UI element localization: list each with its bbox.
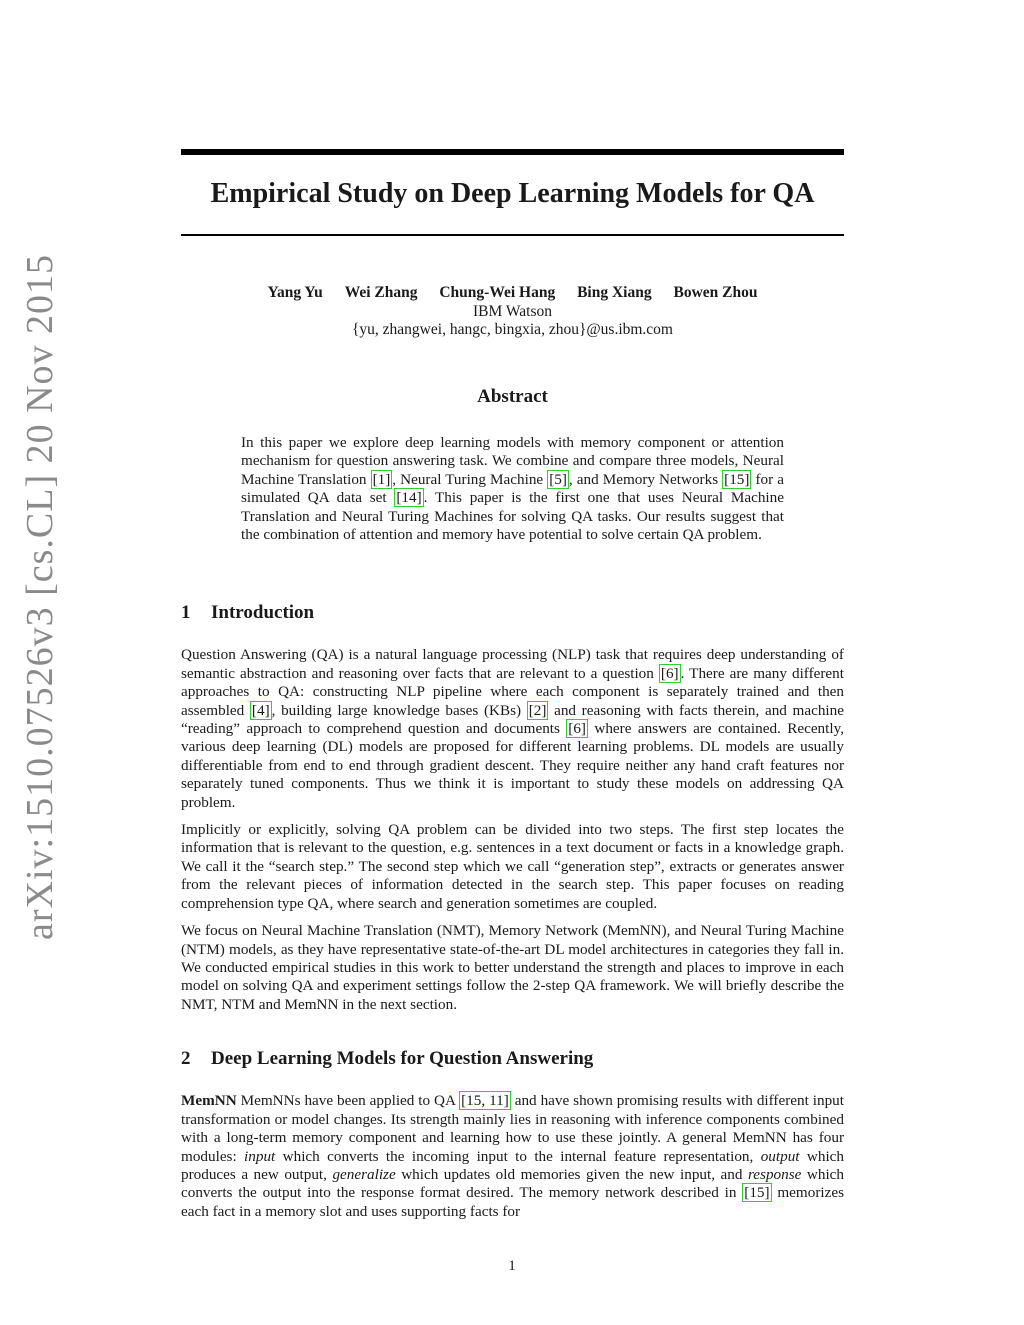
citation-link[interactable]: [15]	[744, 1184, 770, 1202]
page-number: 1	[508, 1258, 516, 1274]
title-bottom-rule	[181, 234, 844, 236]
citation-link[interactable]: [6]	[568, 720, 586, 738]
paragraph: We focus on Neural Machine Translation (NMT), Memory Network (MemNN), and Neural Turing Machine (NTM) models, as they have representative state-of-the-art DL model architectures in categories they fall in. We conducted empirical studies in this work to better understand the strength and places to improve in each model on solving QA and experiment settings follow the 2-step QA framework. We will briefly describe the NMT, NTM and MemNN in the next section.	[181, 922, 844, 1013]
abstract-text: In this paper we explore deep learning models with memory component or attention mechanism for question answering task. We combine and compare three models, Neural Machine Translation [1] , Neural Turing Machine [5] , and Memory Networks [15] for a simulated QA data set [14] . This paper is the first one that uses Neural Machine Translation and Neural Turing Machines for solving QA tasks. Our results suggest that the combination of attention and memory have potential to solve certain QA problem.	[241, 434, 784, 544]
abstract-heading: Abstract	[477, 386, 548, 407]
citation-link[interactable]: [5]	[549, 470, 567, 488]
section-heading: 2 Deep Learning Models for Question Answering	[181, 1048, 594, 1069]
author-name: Chung-Wei Hang	[439, 284, 556, 301]
section-deep-learning-models	[181, 1050, 844, 1230]
author-name: Bing Xiang	[577, 284, 652, 301]
paper-title: Empirical Study on Deep Learning Models for QA	[210, 178, 815, 209]
author-affiliation: IBM Watson	[473, 302, 552, 320]
citation-link[interactable]: [4]	[251, 701, 270, 719]
author-name: Wei Zhang	[344, 284, 418, 301]
paragraph: Implicitly or explicitly, solving QA problem can be divided into two steps. The first step locates the information that is relevant to the question, e.g. sentences in a text document or facts in a knowledge graph. We call it the “search step.” The second step which we call “generation step”, extracts or generates answer from the relevant pieces of information detected in the search step. This paper focuses on reading comprehension type QA, where search and generation sometimes are coupled.	[181, 821, 844, 912]
citation-link[interactable]: [6]	[660, 664, 679, 682]
section-heading: 1 Introduction	[181, 602, 315, 623]
citation-link[interactable]: [1]	[372, 470, 391, 488]
section-introduction	[181, 604, 844, 1023]
citation-link[interactable]: [14]	[396, 489, 422, 507]
citation-link[interactable]: [15]	[724, 470, 750, 488]
author-names	[181, 284, 844, 303]
author-name: Yang Yu	[267, 284, 323, 301]
arxiv-identifier: arXiv:1510.07526v3 [cs.CL] 20 Nov 2015	[19, 253, 61, 940]
citation-link[interactable]: [2]	[528, 701, 547, 719]
author-email: {yu, zhangwei, hangc, bingxia, zhou}@us.ibm.com	[351, 321, 673, 338]
citation-link[interactable]: [15, 11]	[461, 1092, 509, 1110]
author-block	[181, 284, 844, 340]
author-name: Bowen Zhou	[673, 284, 758, 301]
title-top-rule	[181, 149, 844, 155]
paragraph: MemNN MemNNs have been applied to QA [15, 11] and have shown promising results with different input transformation or model changes. Its strength mainly lies in reasoning with inference components combined with a long-term memory component and learning how to use these jointly. A general MemNN has four modules: input which converts the incoming input to the internal feature representation, output which produces a new output, generalize which updates old memories given the new input, and response which converts the output into the response format desired. The memory network described in [15] memorizes each fact in a memory slot and uses supporting facts for	[181, 1092, 844, 1220]
paragraph: Question Answering (QA) is a natural language processing (NLP) task that requires deep understanding of semantic abstraction and reasoning over facts that are relevant to a question [6] . There are many different approaches to QA: constructing NLP pipeline where each component is separately trained and then assembled [4] , building large knowledge bases (KBs) [2] and reasoning with facts therein, and machine “reading” approach to comprehend question and documents [6] where answers are contained. Recently, various deep learning (DL) models are proposed for different learning problems. DL models are usually differentiable from end to end through gradient descent. They require neither any hand craft features nor separately tuned components. Thus we think it is important to study these models on addressing QA problem.	[181, 646, 844, 811]
